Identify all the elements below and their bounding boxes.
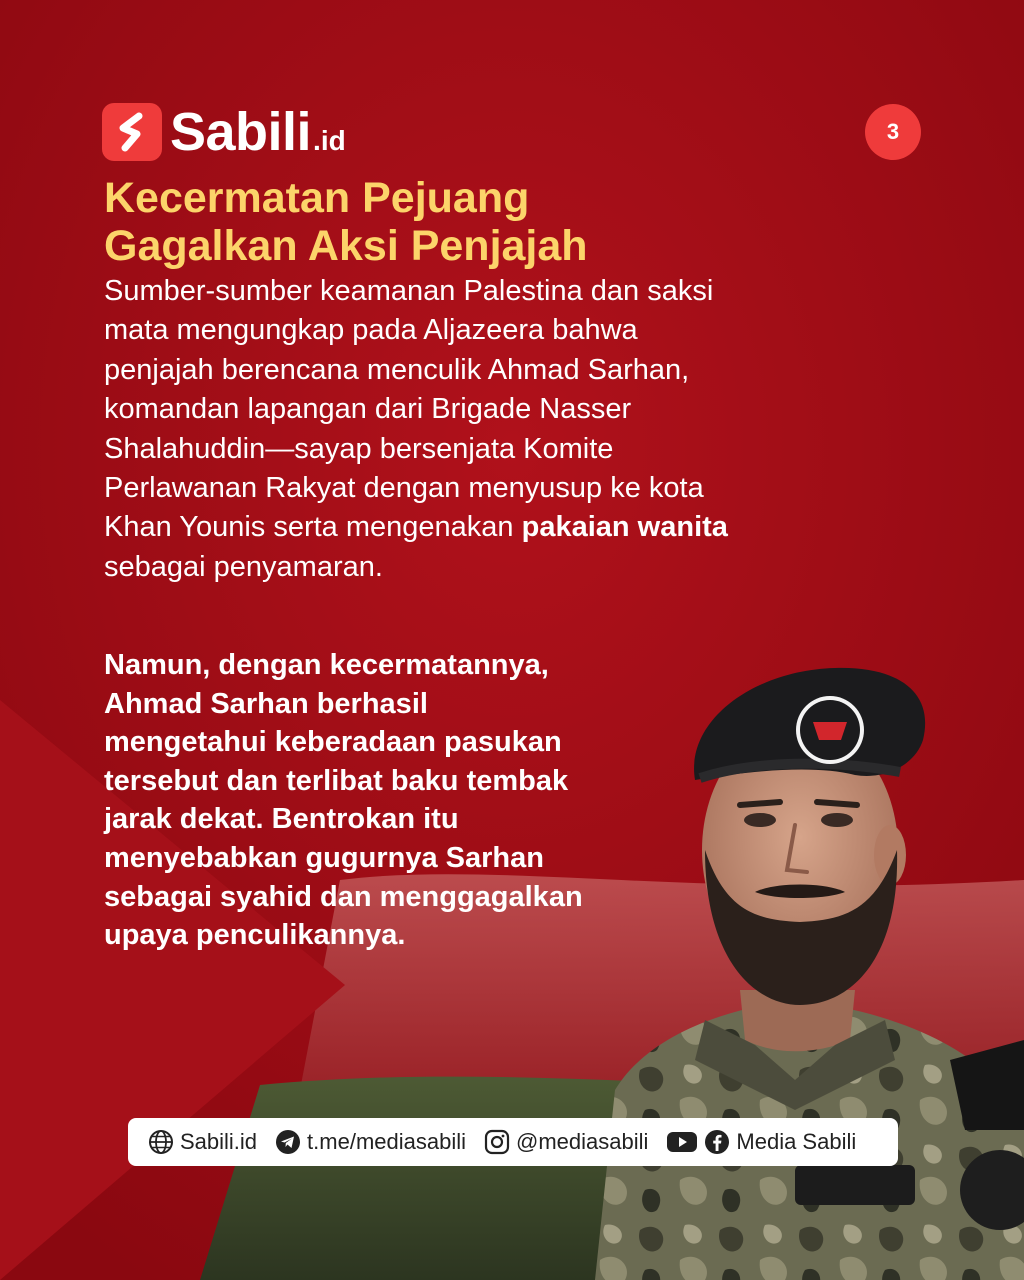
footer-website[interactable] (148, 1129, 257, 1155)
paragraph-line: komandan lapangan dari Brigade Nasser (104, 393, 632, 426)
intro-paragraph (104, 272, 864, 587)
fighter-portrait (555, 660, 1024, 1280)
paragraph-line: menyebabkan gugurnya Sarhan (104, 841, 544, 874)
paragraph-line: Ahmad Sarhan berhasil (104, 687, 428, 720)
paragraph-line: jarak dekat. Bentrokan itu (104, 803, 459, 836)
headline-line: Kecermatan Pejuang (104, 174, 530, 222)
emphasis-text: pakaian wanita (521, 511, 728, 544)
paragraph-line: Shalahuddin—sayap bersenjata Komite (104, 432, 614, 465)
brand-logo (102, 103, 346, 161)
instagram-icon (484, 1129, 510, 1155)
globe-icon (148, 1129, 174, 1155)
footer-telegram[interactable] (275, 1129, 466, 1155)
footer-instagram-label: @mediasabili (516, 1129, 649, 1154)
paragraph-line: sebagai penyamaran. (104, 550, 383, 583)
paragraph-line: Perlawanan Rakyat dengan menyusup ke kota (104, 472, 704, 505)
footer-media-label: Media Sabili (736, 1129, 857, 1154)
headline-line: Gagalkan Aksi Penjajah (104, 222, 588, 270)
paragraph-line: mata mengungkap pada Aljazeera bahwa (104, 314, 638, 347)
paragraph-line: penjajah berencana menculik Ahmad Sarhan, (104, 353, 690, 386)
footer-telegram-label: t.me/mediasabili (307, 1129, 466, 1154)
facebook-icon (704, 1129, 730, 1155)
footer-website-label: Sabili.id (180, 1129, 258, 1154)
footer-instagram[interactable] (484, 1129, 648, 1155)
paragraph-line: upaya penculikannya. (104, 919, 406, 952)
social-footer (128, 1118, 898, 1166)
paragraph-text: Khan Younis serta mengenakan (104, 511, 522, 544)
paragraph-line: tersebut dan terlibat baku tembak (104, 764, 569, 797)
paragraph-line (104, 508, 864, 547)
footer-media[interactable] (666, 1129, 856, 1155)
paragraph-line: sebagai syahid dan menggagalkan (104, 880, 583, 913)
paragraph-line: mengetahui keberadaan pasukan (104, 726, 562, 759)
youtube-icon (666, 1130, 698, 1154)
paragraph-line: Sumber-sumber keamanan Palestina dan saksi (104, 275, 714, 307)
brand-name: Sabili (170, 102, 312, 162)
brand-suffix: .id (313, 125, 346, 156)
paragraph-line: Namun, dengan kecermatannya, (104, 649, 549, 681)
headline (104, 174, 864, 270)
sabili-logo-icon (102, 103, 162, 161)
page-number-badge: 3 (865, 104, 921, 160)
telegram-icon (275, 1129, 301, 1155)
